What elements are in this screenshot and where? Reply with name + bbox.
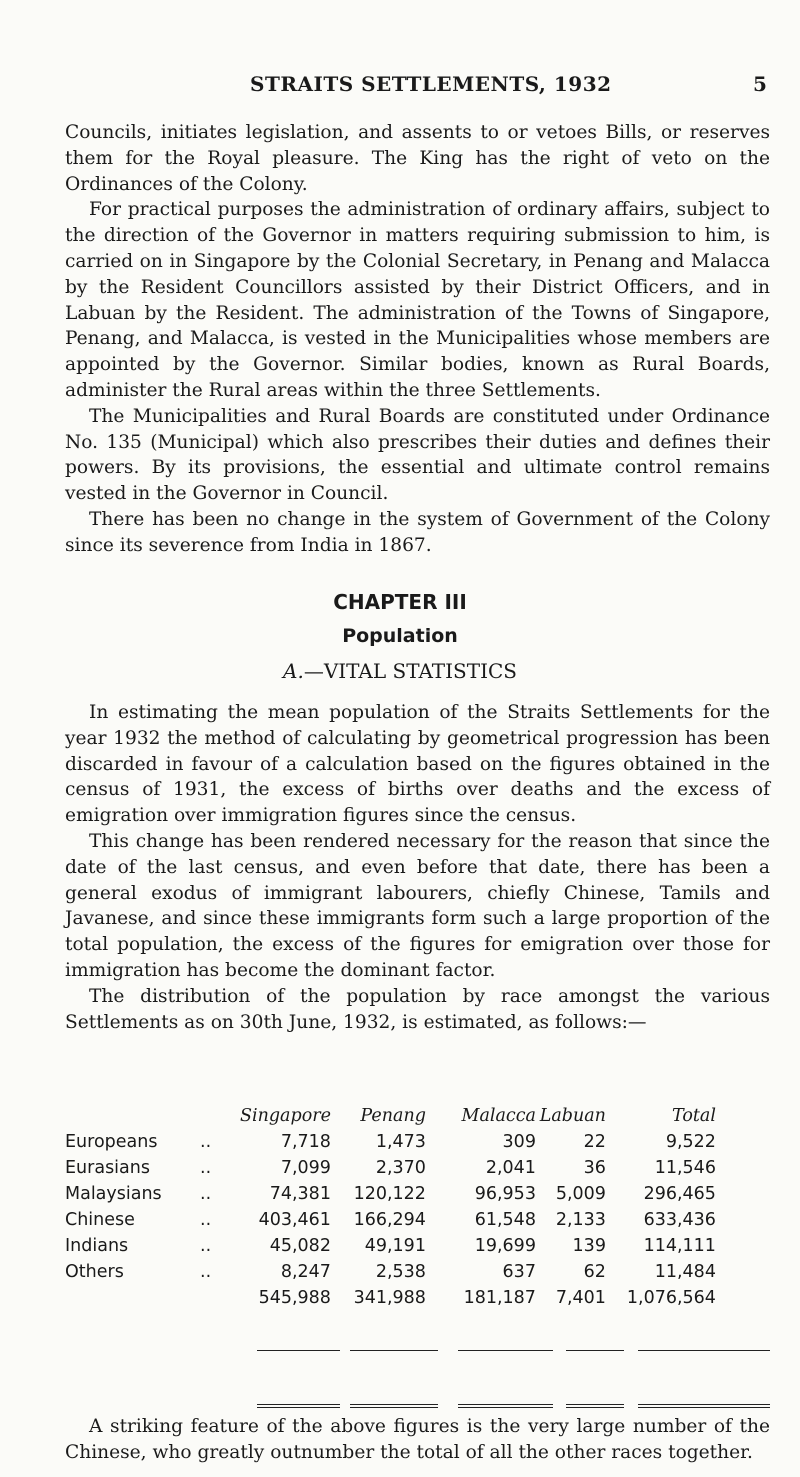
leader-dots: .. (200, 1132, 212, 1152)
race-label: Indians (65, 1236, 129, 1256)
paragraph: In estimating the mean population of the Straits Settlements for the year 1932 the method of calculating by geometrical progression has been discarded in favour of a calculation based on the figures obtained in the census of 1931, the excess of births over deaths and the excess of emigration over immigration figures since the census. (65, 702, 770, 827)
chapter-subheading: Population (342, 625, 458, 647)
paragraph: The distribution of the population by race amongst the various Settlements as on 30th June, 1932, is estimated, as follows:— (65, 985, 770, 1033)
rule-line (257, 1407, 340, 1408)
paragraph: A striking feature of the above figures is the very large number of the Chinese, who greatly outnumber the total of all the other races together. (65, 1416, 770, 1463)
paragraph: This change has been rendered necessary for the reason that since the date of the last census, and even before that date, there has been a general exodus of immigrant labourers, chiefly Chinese, Tamils and Javanese, and since these immigrants form such a large proportion of the total population, the excess of the figures for emigration over those for immigration has become the dominant factor. (65, 830, 770, 981)
table-cell: 11,484 (654, 1262, 716, 1282)
section-title: —VITAL STATISTICS (303, 659, 517, 683)
table-cell: 296,465 (643, 1184, 716, 1204)
total-cell: 181,187 (463, 1288, 536, 1308)
race-label: Malaysians (65, 1184, 162, 1204)
total-cell: 341,988 (353, 1288, 426, 1308)
table-cell: 1,473 (375, 1132, 426, 1152)
total-cell: 1,076,564 (626, 1288, 716, 1308)
table-cell: 45,082 (269, 1236, 331, 1256)
table-cell: 403,461 (258, 1210, 331, 1230)
table-cell: 22 (583, 1132, 606, 1152)
rule-line (566, 1350, 624, 1351)
table-cell: 49,191 (364, 1236, 426, 1256)
vital-stats-text (65, 700, 770, 1035)
table-cell: 7,099 (280, 1158, 331, 1178)
table-cell: 9,522 (665, 1132, 716, 1152)
leader-dots: .. (200, 1184, 212, 1204)
table-cell: 166,294 (353, 1210, 426, 1230)
column-header: Total (672, 1106, 716, 1126)
table-cell: 62 (583, 1262, 606, 1282)
rule-line (458, 1404, 553, 1405)
table-cell: 36 (583, 1158, 606, 1178)
column-header: Singapore (240, 1106, 331, 1126)
table-row (65, 1207, 716, 1233)
rule-line (350, 1404, 438, 1405)
rule-line (350, 1350, 438, 1351)
table-row (65, 1155, 716, 1181)
chapter-heading: CHAPTER III (333, 590, 467, 614)
paragraph: There has been no change in the system of Government of the Colony since its severence from India in 1867. (65, 508, 770, 556)
table-cell: 2,133 (555, 1210, 606, 1230)
table-cell: 5,009 (555, 1184, 606, 1204)
rule-line (566, 1407, 624, 1408)
paragraph: For practical purposes the administration of ordinary affairs, subject to the direction of the Governor in matters requiring submission to him, is carried on in Singapore by the Colonial Secretary, in Penang and Malacca by the Resident Councillors assisted by their District Officers, and in Labuan by the Resident. The administration of the Towns of Singapore, Penang, and Malacca, is vested in the Municipalities whose members are appointed by the Governor. Similar bodies, known as Rural Boards, administer the Rural areas within the three Settlements. (65, 199, 770, 401)
rule-line (257, 1404, 340, 1405)
table-cell: 19,699 (474, 1236, 536, 1256)
column-header: Labuan (539, 1106, 606, 1126)
table-header-row (65, 1103, 716, 1129)
column-header: Penang (360, 1106, 426, 1126)
header-title: STRAITS SETTLEMENTS, 1932 (250, 72, 612, 96)
table-row (65, 1129, 716, 1155)
table-cell: 120,122 (353, 1184, 426, 1204)
leader-dots: .. (200, 1236, 212, 1256)
rule-line (638, 1404, 770, 1405)
population-table (65, 1103, 716, 1311)
table-cell: 61,548 (474, 1210, 536, 1230)
section-heading (0, 659, 800, 683)
table-cell: 7,718 (280, 1132, 331, 1152)
table-row (65, 1233, 716, 1259)
rule-line (566, 1404, 624, 1405)
table-row (65, 1259, 716, 1285)
rule-line (257, 1350, 340, 1351)
paragraph: The Municipalities and Rural Boards are constituted under Ordinance No. 135 (Municipal) which also prescribes their duties and defines their powers. By its provisions, the essential and ultimate control remains vested in the Governor in Council. (65, 405, 770, 505)
section-letter: A. (283, 659, 304, 683)
race-label: Others (65, 1262, 124, 1282)
column-header: Malacca (461, 1106, 536, 1126)
table-cell: 2,538 (375, 1262, 426, 1282)
table-cell: 114,111 (643, 1236, 716, 1256)
table-cell: 309 (502, 1132, 536, 1152)
table-cell: 633,436 (643, 1210, 716, 1230)
rule-line (458, 1350, 553, 1351)
table-row (65, 1181, 716, 1207)
race-label: Eurasians (65, 1158, 150, 1178)
leader-dots: .. (200, 1158, 212, 1178)
race-label: Europeans (65, 1132, 158, 1152)
rule-line (638, 1407, 770, 1408)
table-cell: 2,041 (485, 1158, 536, 1178)
intro-text (65, 120, 770, 559)
total-cell: 7,401 (555, 1288, 606, 1308)
rule-line (350, 1407, 438, 1408)
leader-dots: .. (200, 1262, 212, 1282)
table-cell: 139 (572, 1236, 606, 1256)
table-cell: 11,546 (654, 1158, 716, 1178)
page-number: 5 (753, 72, 768, 96)
table-cell: 8,247 (280, 1262, 331, 1282)
total-cell: 545,988 (258, 1288, 331, 1308)
race-label: Chinese (65, 1210, 135, 1230)
table-cell: 96,953 (474, 1184, 536, 1204)
closing-text (65, 1414, 770, 1466)
rule-line (458, 1407, 553, 1408)
table-cell: 2,370 (375, 1158, 426, 1178)
table-cell: 637 (502, 1262, 536, 1282)
leader-dots: .. (200, 1210, 212, 1230)
table-cell: 74,381 (269, 1184, 331, 1204)
rule-line (638, 1350, 770, 1351)
paragraph: Councils, initiates legislation, and assents to or vetoes Bills, or reserves them for the Royal pleasure. The King has the right of veto on the Ordinances of the Colony. (65, 122, 770, 195)
totals-row (65, 1285, 716, 1311)
